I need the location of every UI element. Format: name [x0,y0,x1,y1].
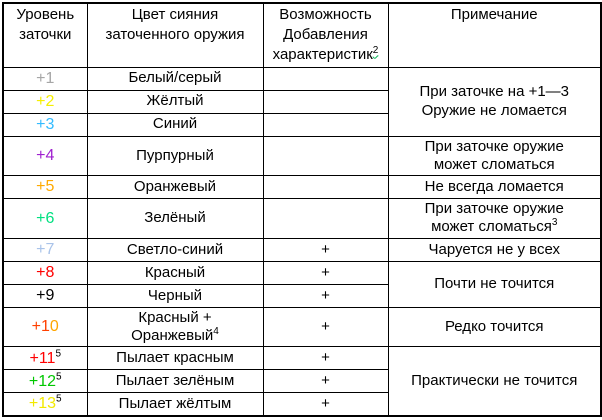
addable-stats-cell [263,176,388,199]
table-body [3,67,601,416]
level-value: +6 [36,209,55,227]
addable-stats-cell: + [263,261,388,284]
level-cell [3,347,87,370]
column-header-note: Примечание [388,3,601,67]
note-cell: Редко точится [388,307,601,347]
glow-color-cell: Пылает красным [87,347,263,370]
level-value: +12 [28,372,57,390]
table-row [3,261,601,284]
addable-stats-cell [263,199,388,239]
superscript-footnote: 2 [372,44,379,56]
glow-color-cell: Белый/серый [87,67,263,90]
superscript-footnote: 4 [213,325,219,337]
level-value: 0 [49,318,59,336]
table-row [3,347,601,370]
level-value: +1 [31,318,50,336]
note-cell: При заточке оружие может сломаться [388,136,601,176]
addable-stats-cell [263,113,388,136]
addable-stats-cell: + [263,307,388,347]
level-value: +3 [36,115,55,133]
glow-color-cell: Красный [87,261,263,284]
header-row [3,3,601,67]
column-header-glow-color: Цвет сияния заточенного оружия [87,3,263,67]
level-value: +5 [36,178,55,196]
level-cell [3,90,87,113]
note-cell: При заточке оружие может сломаться$^3$ [388,199,601,239]
superscript-footnote: 3 [551,217,558,229]
level-cell [3,67,87,90]
glow-color-cell: Пурпурный [87,136,263,176]
level-cell [3,238,87,261]
table-row [3,238,601,261]
weapon-sharpening-table [2,2,602,417]
level-value: +7 [36,240,55,258]
addable-stats-cell [263,90,388,113]
level-value: +1 [36,69,55,87]
level-value: +9 [36,286,55,304]
glow-color-cell: Пылает зелёным [87,370,263,393]
superscript-footnote: 5 [55,348,61,360]
level-cell [3,261,87,284]
glow-color-cell: Зелёный [87,199,263,239]
level-value: +13 [28,395,57,413]
superscript-footnote: 5 [56,371,62,383]
note-cell: При заточке на +1—3 Оружие не ломается [388,67,601,136]
glow-color-cell: Красный + Оранжевый$^4$ [87,307,263,347]
glow-color-cell: Синий [87,113,263,136]
level-cell [3,393,87,416]
column-header-addable-stats: Возможность Добавления характеристик$^2$ [263,3,388,67]
note-cell: Чаруется не у всех [388,238,601,261]
table-row [3,67,601,90]
glow-color-cell: Черный [87,284,263,307]
level-value: +8 [36,263,55,281]
glow-color-cell: Светло-синий [87,238,263,261]
level-cell [3,136,87,176]
addable-stats-cell: + [263,393,388,416]
addable-stats-cell [263,136,388,176]
level-cell [3,370,87,393]
addable-stats-cell: + [263,238,388,261]
addable-stats-cell: + [263,347,388,370]
table-row [3,176,601,199]
level-cell [3,199,87,239]
level-value: +4 [36,147,55,165]
addable-stats-cell [263,67,388,90]
level-value: +2 [36,92,55,110]
table-row [3,307,601,347]
level-cell [3,284,87,307]
level-cell [3,176,87,199]
table-header [3,3,601,67]
note-cell: Почти не точится [388,261,601,307]
glow-color-cell: Жёлтый [87,90,263,113]
glow-color-cell: Оранжевый [87,176,263,199]
level-cell [3,307,87,347]
addable-stats-cell: + [263,284,388,307]
level-cell [3,113,87,136]
table-row [3,199,601,239]
superscript-footnote: 5 [56,393,62,405]
column-header-level: Уровень заточки [3,3,87,67]
note-cell: Практически не точится [388,347,601,416]
table-row [3,136,601,176]
addable-stats-cell: + [263,370,388,393]
note-cell: Не всегда ломается [388,176,601,199]
level-value: +11 [29,349,56,367]
glow-color-cell: Пылает жёлтым [87,393,263,416]
